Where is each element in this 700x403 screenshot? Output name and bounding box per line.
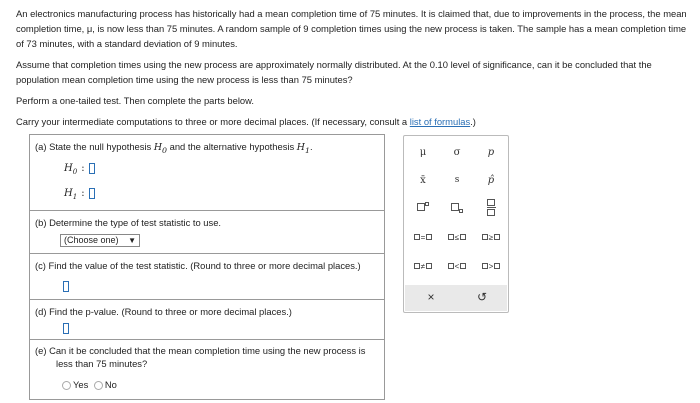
yes-label: Yes [73, 379, 89, 390]
part-a-mid-text: and the alternative hypothesis [167, 141, 297, 152]
part-c-question: (c) Find the value of the test statistic. (Round to three or more decimal places.) [35, 260, 361, 271]
problem-paragraph-3: Perform a one-tailed test. Then complete the parts below. [16, 95, 254, 106]
part-e-question: (e) Can it be concluded that the mean completion time using the new process is less than 75 minutes? [35, 345, 366, 369]
part-e [30, 340, 384, 401]
h1-symbol: $H_1$ [296, 142, 310, 155]
keypad-actions [405, 285, 507, 311]
chevron-down-icon: ▼ [128, 236, 136, 245]
instructions-end: .) [470, 116, 476, 127]
part-d [30, 300, 384, 340]
undo-icon[interactable]: ↺ [476, 290, 488, 304]
part-a [30, 135, 384, 211]
p-key[interactable]: p [487, 147, 495, 158]
less-equal-key[interactable]: ≤ [442, 232, 472, 243]
greater-than-key[interactable]: > [476, 261, 506, 272]
phat-key[interactable]: p̂ [487, 175, 495, 186]
s-key[interactable]: s [454, 175, 460, 185]
problem-paragraph-4 [16, 114, 690, 129]
part-b [30, 211, 384, 254]
test-statistic-select[interactable]: (Choose one) ▼ [60, 234, 140, 247]
xbar-key[interactable]: x̄ [420, 175, 426, 186]
equals-key[interactable]: = [408, 232, 438, 243]
fraction-key[interactable] [476, 199, 506, 216]
yes-radio[interactable] [62, 381, 71, 390]
part-a-question [35, 140, 313, 157]
part-a-end: . [309, 141, 313, 152]
null-hypothesis-input[interactable] [89, 163, 95, 174]
p-value-input[interactable] [63, 323, 69, 334]
subscript-key[interactable] [442, 202, 472, 213]
part-b-question: (b) Determine the type of test statistic to use. [35, 217, 222, 228]
no-radio[interactable] [94, 381, 103, 390]
sigma-key[interactable]: σ [453, 147, 461, 158]
no-label: No [104, 379, 117, 390]
null-hypothesis-row: $H_0$ : [64, 163, 95, 176]
problem-paragraph-1: An electronics manufacturing process has historically had a mean completion time of 75 minutes. It is claimed that, due to improvements in the process, the mean completion time, μ, is now less than 75 minutes. A random sample of 9 completion times using the new process is taken. The sample has a mean completion time of 73 minutes, with a standard deviation of 9 minutes. [16, 8, 687, 49]
problem-statement [16, 6, 690, 135]
answer-panel [29, 134, 385, 400]
part-c [30, 254, 384, 300]
test-statistic-input[interactable] [63, 281, 69, 292]
part-a-text: (a) State the null hypothesis [35, 141, 154, 152]
part-d-question: (d) Find the p-value. (Round to three or more decimal places.) [35, 306, 292, 317]
formulas-link[interactable]: list of formulas [409, 116, 471, 127]
clear-icon[interactable]: × [427, 290, 435, 304]
symbol-keypad [403, 135, 509, 313]
alt-hypothesis-input[interactable] [89, 188, 95, 199]
greater-equal-key[interactable]: ≥ [476, 232, 506, 243]
alt-hypothesis-row: $H_1$ : [64, 188, 95, 201]
mu-key[interactable]: μ [419, 147, 427, 158]
less-than-key[interactable]: < [442, 261, 472, 272]
not-equal-key[interactable]: ≠ [408, 261, 438, 272]
conclusion-options [62, 379, 117, 390]
instructions-text: Carry your intermediate computations to three or more decimal places. (If necessary, consult a [16, 116, 410, 127]
h0-symbol: $H_0$ [153, 142, 167, 155]
superscript-key[interactable] [408, 202, 438, 213]
problem-paragraph-2: Assume that completion times using the new process are approximately normally distributed. At the 0.10 level of significance, can it be concluded that the population mean completion time using the new process is less than 75 minutes? [16, 59, 652, 85]
